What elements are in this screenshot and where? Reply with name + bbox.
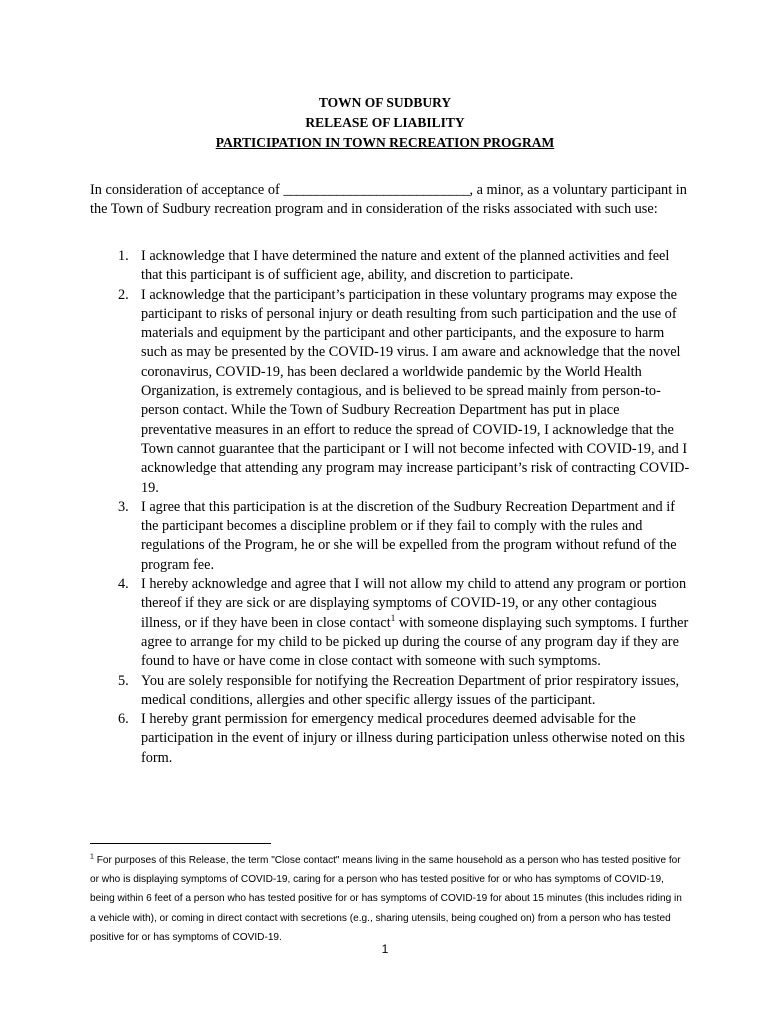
page-number: 1 — [381, 942, 389, 956]
title-line-1: TOWN OF SUDBURY — [318, 95, 452, 110]
item-text-before-ref: I hereby acknowledge and agree that I will not allow my child to attend any program or portion thereof if they are sick or are displaying symptoms of COVID-19, or any other contagious illness, or if they have been in close contact — [141, 576, 687, 631]
minor-name-blank[interactable]: ____________________________ — [283, 182, 470, 198]
item-number: 4. — [118, 576, 129, 593]
item-text: I acknowledge that I have determined the nature and extent of the planned activities and feel that this participant is of sufficient age, ability, and discretion to participate. — [141, 248, 670, 284]
intro-paragraph — [90, 181, 690, 220]
list-item — [90, 710, 690, 768]
item-text: I hereby grant permission for emergency medical procedures deemed advisable for the participation in the event of injury or illness during participation unless otherwise noted on this form. — [141, 711, 685, 766]
item-text — [141, 576, 688, 669]
title-line-2: RELEASE OF LIABILITY — [305, 115, 465, 130]
item-text: I agree that this participation is at the discretion of the Sudbury Recreation Department and if the participant becomes a discipline problem or if they fail to comply with the rules and regulations of the Program, he or she will be expelled from the program without refund of the program fee. — [141, 498, 677, 573]
footnote-reference: 1 — [390, 612, 396, 623]
item-text-after-ref: with someone displaying such symptoms. I further agree to arrange for my child to be picked up during the course of any program day if they are found to have or have come in close contact with someone with such symptoms. — [141, 614, 689, 670]
list-item — [90, 247, 690, 286]
item-number: 1. — [118, 248, 129, 264]
item-number: 5. — [118, 672, 129, 689]
item-text: You are solely responsible for notifying the Recreation Department of prior respiratory issues, medical conditions, allergies and other specific allergy issues of the participant. — [141, 672, 680, 708]
footnote — [90, 851, 690, 947]
item-number: 2. — [118, 286, 129, 303]
intro-after-blank: , a minor, as a voluntary participant in the Town of Sudbury recreation program and in consideration of the risks associated with such use: — [90, 182, 687, 218]
item-text: I acknowledge that the participant’s participation in these voluntary programs may expose the participant to risks of personal injury or death resulting from such participation and the use of materials and equipment by the participant and other participants, and the exposure to harm such as may be presented by the COVID-19 virus. I am aware and acknowledge that the novel coronavirus, COVID-19, has been declared a worldwide pandemic by the World Health Organization, is extremely contagious, and is believed to be spread mainly from person-to-person contact. While the Town of Sudbury Recreation Department has put in place preventative measures in an effort to reduce the spread of COVID-19, I acknowledge that the Town cannot guarantee that the participant or I will not become infected with COVID-19, and I acknowledge that attending any program may increase participant’s risk of contracting COVID-19. — [141, 286, 690, 496]
list-item — [90, 672, 690, 711]
document-title — [0, 93, 770, 153]
list-item — [90, 286, 690, 498]
footnote-marker: 1 — [90, 853, 94, 861]
item-number: 3. — [118, 498, 129, 515]
list-item — [90, 575, 690, 671]
title-line-3: PARTICIPATION IN TOWN RECREATION PROGRAM — [215, 135, 555, 150]
terms-list — [90, 247, 690, 768]
footnote-text: For purposes of this Release, the term "Close contact" means living in the same household as a person who has tested positive for or who is displaying symptoms of COVID-19, caring for a person who has tested positive for or who has symptoms of COVID-19, being within 6 feet of a person who has tested positive for or has symptoms of COVID-19 for about 15 minutes (this includes riding in a vehicle with), or coming in direct contact with secretions (e.g., sharing utensils, being coughed on) from a person who has tested positive for or has symptoms of COVID-19. — [90, 855, 682, 943]
item-number: 6. — [118, 711, 129, 728]
intro-before-blank: In consideration of acceptance of — [90, 182, 284, 198]
list-item — [90, 498, 690, 575]
footnote-separator — [90, 843, 271, 844]
